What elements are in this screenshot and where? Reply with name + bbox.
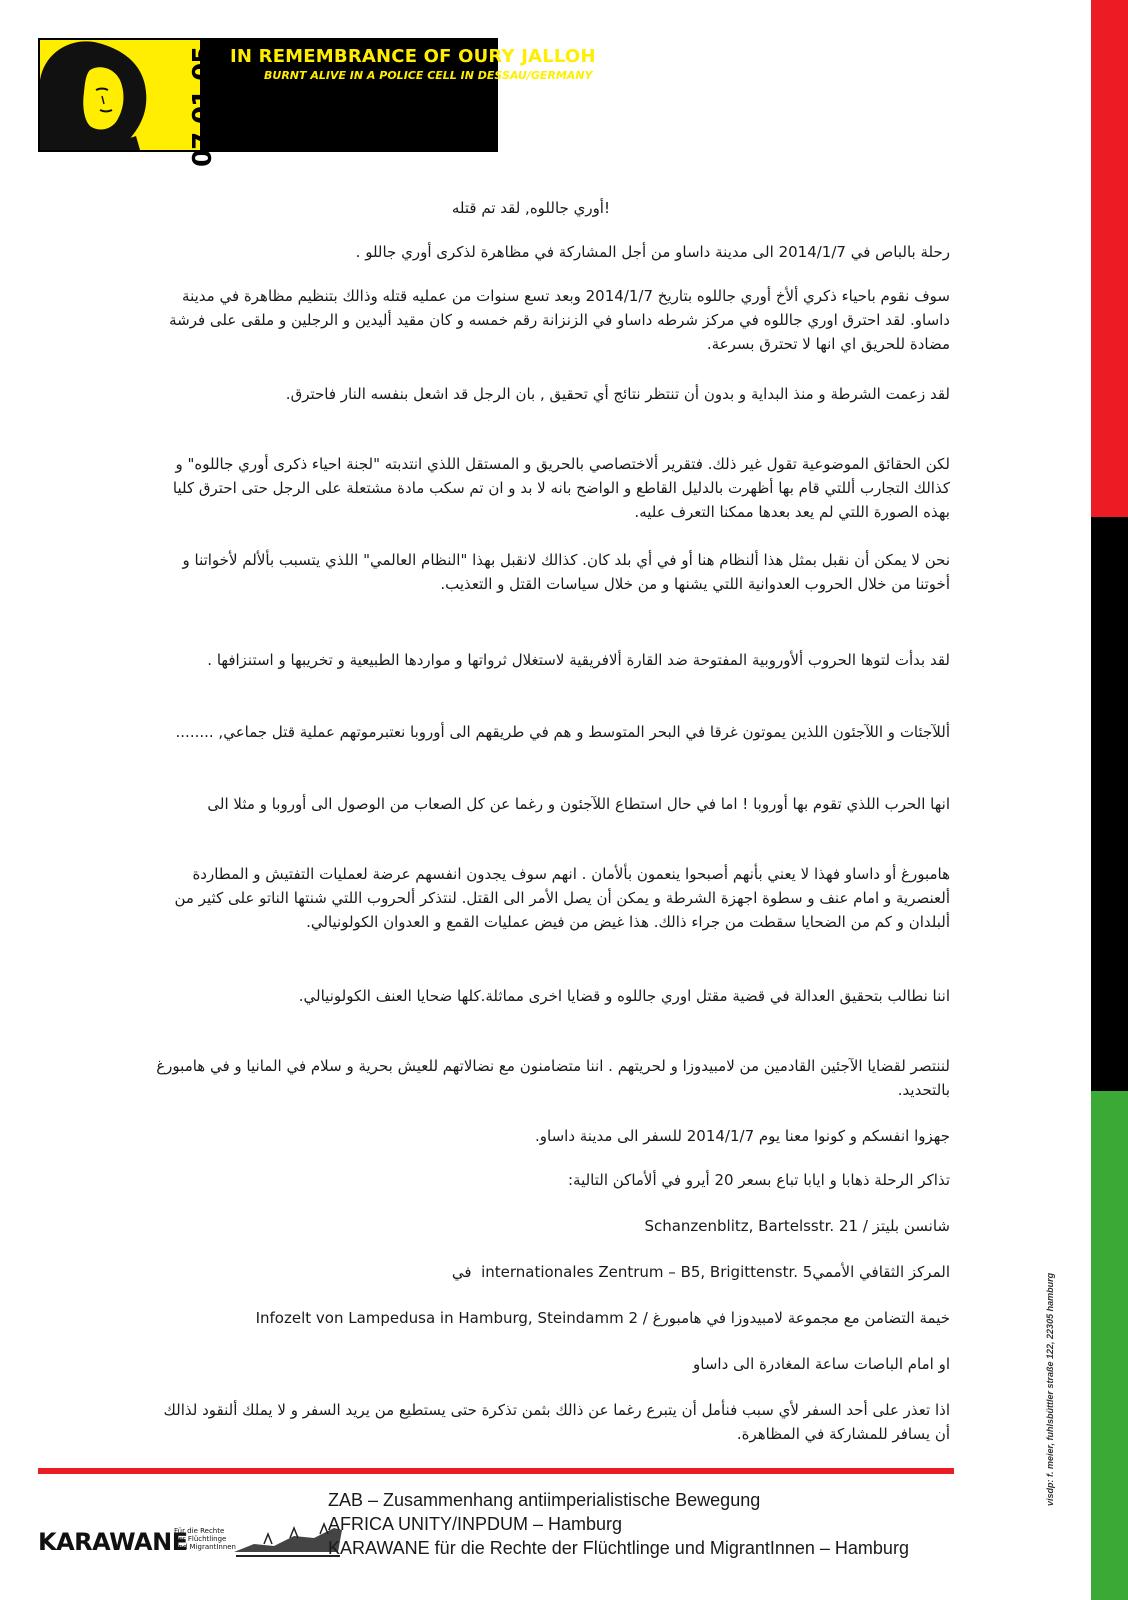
letter-paragraph-11: لننتصر لقضايا الآجئين القادمين من لامبيدوزا و لحريتهم . اننا متضامنون مع نضالاتهم للعيش بحرية و سلام في المانيا و في هامبورغ بالتحديد. — [156, 1057, 950, 1099]
letter-paragraph-10: اننا نطالب بتحقيق العدالة في قضية مقتل اوري جاللوه و قضايا اخرى مماثلة.كلها ضحايا العنف الكولونيالي. — [298, 987, 950, 1005]
letter-paragraph-13: تذاكر الرحلة ذهابا و ايابا تباع بسعر 20 أيرو في ألأماكن التالية: — [567, 1171, 950, 1189]
banner-title: IN REMEMBRANCE OF OURY JALLOH — [230, 46, 596, 67]
footer-line-zab: ZAB – Zusammenhang antiimperialistische Bewegung — [328, 1490, 761, 1510]
letter-paragraph-7: أللآجئات و اللآجئون اللذين يموتون غرقا في البحر المتوسط و هم في طريقهم الى أوروبا نعتبرموتهم عملية قتل جماعي, ........ — [175, 723, 950, 741]
flag-stripe-green — [1091, 1091, 1128, 1600]
letter-greeting: !أوري جاللوه, لقد تم قتله — [451, 199, 610, 217]
flag-stripe-black — [1091, 517, 1128, 1091]
letter-paragraph-1: رحلة بالباص في 2014/1/7 الى مدينة داساو من أجل المشاركة في مظاهرة لذكرى أوري جاللو . — [355, 243, 950, 261]
letter-paragraph-14: او امام الباصات ساعة المغادرة الى داساو — [693, 1355, 950, 1373]
footer-line-africa-unity: AFRICA UNITY/INPDUM – Hamburg — [328, 1514, 623, 1534]
karawane-logo-tagline: Für die Rechte der Flüchtlinge und MigrantInnen — [174, 1527, 236, 1551]
letter-paragraph-2: سوف نقوم باحياء ذكري ألأخ أوري جاللوه بتاريخ 2014/1/7 وبعد تسع سنوات من عمليه قتله وذالك بتنظيم مظاهرة في مدينة داساو. لقد احترق اوري جاللوه في مركز شرطه داساو في الزنزانة رقم خمسه و كان مقيد أليدين و الرجلين و ملقى على فرشة مضادة للحريق اي انها لا تحترق بسرعة. — [169, 287, 950, 353]
karawane-logo-word: KARAWANE — [38, 1528, 188, 1556]
letter-paragraph-8: انها الحرب اللذي تقوم بها أوروبا ! اما في حال استطاع اللآجئون و رغما عن كل الصعاب من الوصول الى أوروبا و مثلا الى — [207, 795, 950, 813]
letter-paragraph-15: اذا تعذر على أحد السفر لأي سبب فنأمل أن يتبرع رغما عن ذالك بثمن تذكرة حتى يستطيع من يريد السفر و لا يملك ألنقود لذالك أن يسافر للمشاركة في المظاهرة. — [163, 1401, 950, 1443]
letter-paragraph-12: جهزوا انفسكم و كونوا معنا يوم 2014/1/7 للسفر الى مدينة داساو. — [535, 1127, 950, 1145]
vertical-credit: visdp: f. meier, fuhlsbüttler straße 122, 22305 hamburg — [1045, 1272, 1055, 1506]
letter-paragraph-9: هامبورغ أو داساو فهذا لا يعني بأنهم أصبحوا ينعمون بألأمان . انهم سوف يجدون انفسهم عرضة لعمليات التفتيش و المطاردة ألعنصرية و امام عنف و سطوة اجهزة الشرطة و يمكن أن يصل الأمر الى القتل. لنتذكر ألحروب اللتي شنتها الناتو على كثير من ألبلدان و كم من الضحايا سقطت من جراء ذالك. هذا غيض من فيض عمليات القمع و العدوان الكولونيالي. — [174, 865, 950, 931]
letter-paragraph-5: نحن لا يمكن أن نقبل بمثل هذا ألنظام هنا أو في أي بلد كان. كذالك لانقبل بهذا "النظام العالمي" اللذي يتسبب بألألم لأخواتنا و أخوتنا من خلال الحروب العدوانية اللتي يشنها و من خلال سياسات القتل و التعذيب. — [182, 551, 950, 593]
banner-subtitle: BURNT ALIVE IN A POLICE CELL IN DESSAU/GERMANY — [264, 69, 593, 82]
footer-organizations — [328, 1488, 909, 1560]
banner-portrait-panel — [40, 40, 218, 167]
banner-date: 07.01.05 — [188, 46, 218, 167]
footer-divider — [38, 1468, 954, 1474]
ticket-location-3: خيمة التضامن مع مجموعة لامبيدوزا في هامبورغ / Infozelt von Lampedusa in Hamburg, Steindamm 2 — [255, 1309, 950, 1327]
remembrance-banner — [38, 38, 596, 167]
karawane-logo — [38, 1522, 318, 1562]
letter-paragraph-4: لكن الحقائق الموضوعية تقول غير ذلك. فتقرير ألاختصاصي بالحريق و المستقل اللذي انتدبته "لجنة احياء ذكرى أوري جاللوه" و كذالك التجارب أللتي قام بها أظهرت بالدليل القاطع و الواضح بانه لا بد و ان تم سكب مادة مشتعلة على الرجل حتى احترق كليا بهذه الصورة اللتي لم يعد بعدها ممكنا التعرف عليه. — [172, 455, 950, 521]
portrait-silhouette-icon — [40, 40, 200, 150]
footer-line-karawane: KARAWANE für die Rechte der Flüchtlinge und MigrantInnen – Hamburg — [328, 1538, 909, 1558]
ticket-location-2: المركز الثقافي الأمميinternationales Zentrum – B5, Brigittenstr. 5 في — [451, 1263, 950, 1281]
flag-stripe-red — [1091, 0, 1128, 517]
letter-paragraph-3: لقد زعمت الشرطة و منذ البداية و بدون أن تنتظر نتائج أي تحقيق , بان الرجل قد اشعل بنفسه النار فاحترق. — [285, 385, 950, 403]
ticket-location-1: شانسن بليتز / Schanzenblitz, Bartelsstr. 21 — [644, 1217, 950, 1235]
letter-paragraph-6: لقد بدأت لتوها الحروب ألأوروبية المفتوحة ضد القارة ألافريقية لاستغلال ثرواتها و مواردها الطبيعية و تخريبها و استنزافها . — [207, 651, 950, 669]
